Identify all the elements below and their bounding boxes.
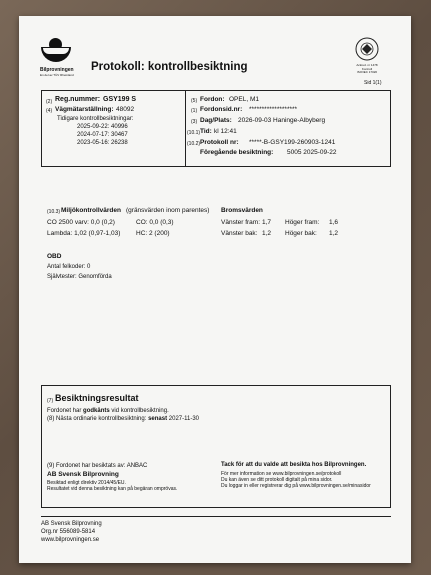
footer-website: www.bilprovningen.se — [41, 537, 100, 543]
logo-tagline: En del av TÜV Rheinland — [40, 73, 74, 77]
reg-number-label: Reg.nummer: — [55, 96, 101, 103]
result-index: (7) — [47, 398, 54, 404]
date-place-index: (3) — [191, 119, 198, 125]
brake-right-back-label: Höger bak: — [285, 230, 317, 237]
date-place-label: Dag/Plats: — [200, 117, 232, 124]
time-value: kl 12:41 — [214, 128, 237, 135]
page-number: Sid 1(1) — [364, 80, 382, 86]
vehicle-index: (5) — [191, 98, 198, 104]
brake-left-front-label: Vänster fram: — [221, 219, 261, 226]
protocol-number-label: Protokoll nr: — [200, 139, 239, 146]
vin-label: Fordonsid.nr: — [200, 106, 243, 113]
env-co2500: CO 2500 varv: 0,0 (0,2) — [47, 219, 115, 226]
thanks-line-3: Du loggar in eller registrerar dig på www.bilprovningen.se/minasidor — [221, 483, 371, 489]
vin-value: ******************* — [249, 106, 298, 113]
footer-org-number: Org.nr 556089-5814 — [41, 529, 96, 535]
env-lambda: Lambda: 1,02 (0,97-1,03) — [47, 230, 121, 237]
brake-left-back-value: 1,2 — [262, 230, 272, 237]
accreditation-text: Ackred. nr 1478 Kontroll ISO/IEC 17020 — [356, 63, 378, 75]
env-hc: HC: 2 (200) — [136, 230, 170, 237]
previous-inspection-2: 2024-07-17: 30467 — [77, 132, 128, 138]
env-note: (gränsvärden inom parentes) — [126, 207, 210, 214]
inspector-line: (9) Fordonet har besiktats av: ANBAC — [47, 463, 148, 469]
time-index: (10.1) — [187, 130, 201, 136]
brake-right-front-label: Höger fram: — [285, 219, 320, 226]
footer-company: AB Svensk Bilprovning — [41, 521, 102, 527]
protocol-number-index: (10.2) — [187, 141, 201, 147]
brake-right-front-value: 1,6 — [329, 219, 339, 226]
swedac-seal-icon — [347, 36, 387, 62]
previous-inspection-3: 2023-05-16: 26238 — [77, 140, 128, 146]
thanks-heading: Tack för att du valde att besikta hos Bilprovningen. — [221, 462, 367, 468]
env-label: Miljökontrollvärden — [61, 207, 121, 214]
footer-divider — [41, 516, 391, 517]
previous-inspection-1: 2025-09-22: 40996 — [77, 124, 128, 130]
brake-left-back-label: Vänster bak: — [221, 230, 258, 237]
vehicle-label: Fordon: — [200, 96, 225, 103]
vehicle-info-divider — [185, 90, 186, 167]
reg-number-index: (2) — [46, 99, 53, 105]
page-title: Protokoll: kontrollbesiktning — [91, 61, 248, 73]
thanks-line-1: För mer information se www.bilprovningen.se/protokoll — [221, 471, 342, 477]
inspector-company: AB Svensk Bilprovning — [47, 471, 119, 478]
inspector-note-directive: Besiktad enligt direktiv 2014/45/EU. — [47, 480, 126, 486]
logo-name: Bilprovningen — [40, 67, 74, 73]
protocol-number-value: *****-B-GSY199-260903-1241 — [249, 139, 336, 146]
brake-right-back-value: 1,2 — [329, 230, 339, 237]
brake-left-front-value: 1,7 — [262, 219, 272, 226]
env-index: (10.3) — [47, 209, 61, 215]
protocol-document — [19, 16, 411, 563]
vehicle-value: OPEL, M1 — [229, 96, 259, 103]
vin-index: (1) — [191, 108, 198, 114]
result-line-approved: Fordonet har godkänts vid kontrollbesiktning. — [47, 408, 169, 414]
inspector-note-review: Resultatet vid denna besiktning kan på begäran omprövas. — [47, 486, 178, 492]
previous-inspection-value: 5005 2025-09-22 — [287, 149, 337, 156]
result-heading: Besiktningsresultat — [55, 393, 139, 403]
result-line-next-inspection: (8) Nästa ordinarie kontrollbesiktning: senast 2027-11-30 — [47, 416, 200, 422]
reg-number-value: GSY199 S — [103, 96, 137, 103]
date-place-value: 2026-09-03 Haninge-Albyberg — [238, 117, 326, 124]
thanks-line-2: Du kan även se ditt protokoll digitalt på mina sidor. — [221, 477, 333, 483]
obd-fault-count: Antal felkoder: 0 — [47, 264, 91, 270]
env-co: CO: 0,0 (0,3) — [136, 219, 174, 226]
odometer-value: 48092 — [116, 106, 135, 113]
odometer-index: (4) — [46, 108, 53, 114]
previous-inspection-label: Föregående besiktning: — [200, 149, 274, 156]
obd-label: OBD — [47, 253, 62, 260]
previous-inspections-label: Tidigare kontrollbesiktningar: — [57, 116, 134, 122]
time-label: Tid: — [200, 128, 212, 135]
odometer-label: Vägmätarställning: — [55, 106, 114, 113]
obd-self-tests: Självtester: Genomförda — [47, 274, 112, 280]
brakes-label: Bromsvärden — [221, 207, 263, 214]
